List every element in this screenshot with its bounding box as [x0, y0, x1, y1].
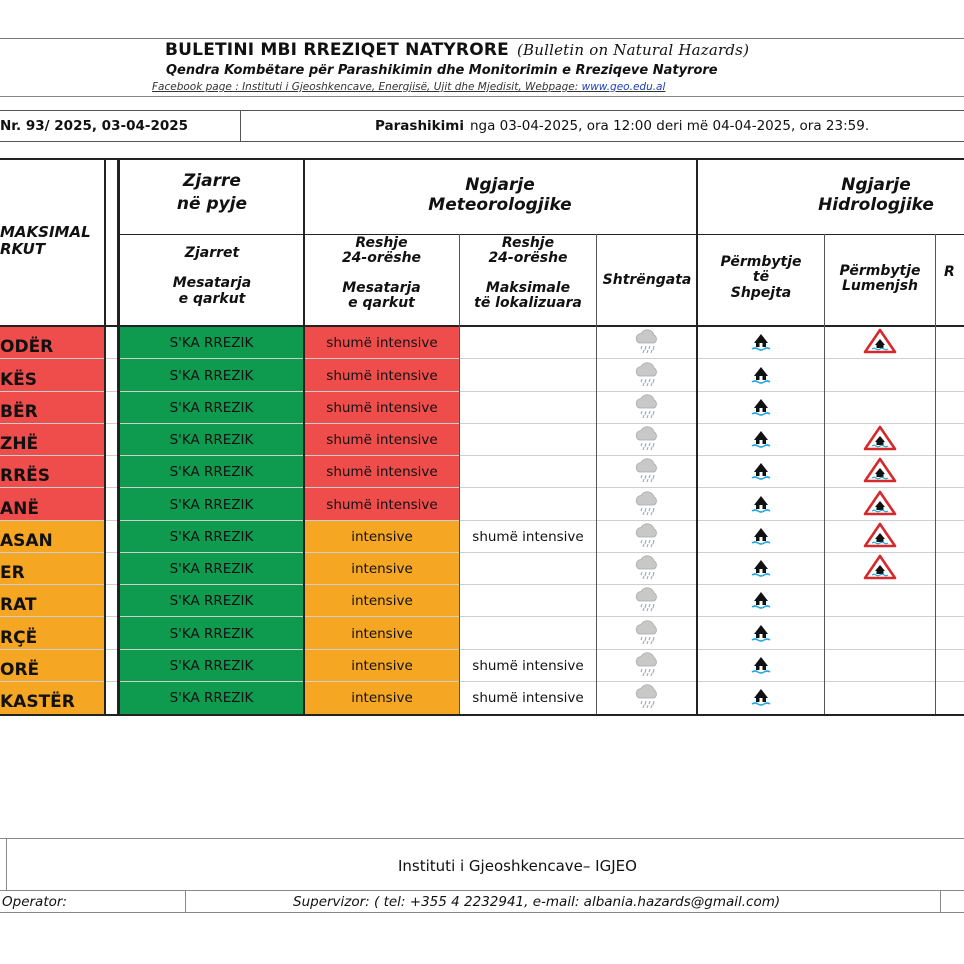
fire-col-line2: Mesatarja: [172, 275, 252, 292]
flash-flood-cell: [698, 650, 824, 682]
storm-cell: [597, 521, 696, 553]
rain-average-cell: shumë intensive: [305, 392, 459, 424]
river-flood-cell: [825, 327, 935, 359]
rain-avg-line4: e qarkut: [348, 295, 415, 312]
fire-risk-cell: S'KA RREZIK: [120, 359, 303, 392]
storm-cloud-icon: [632, 457, 662, 487]
hydro-group-line1: Ngjarje: [841, 175, 911, 195]
flash-flood-house-icon: [749, 362, 773, 390]
region-name: ZHË: [0, 424, 104, 456]
fire-risk-cell: S'KA RREZIK: [120, 521, 303, 553]
links-line: [152, 81, 665, 93]
storm-cloud-icon: [632, 683, 662, 713]
rain-maximum-cell: shumë intensive: [472, 529, 584, 545]
fire-col-line1: Zjarret: [184, 245, 240, 261]
fire-risk-cell: S'KA RREZIK: [120, 327, 303, 359]
storm-cloud-icon: [632, 361, 662, 391]
flash-flood-house-icon: [749, 523, 773, 551]
rain-average-cell: intensive: [305, 617, 459, 650]
fire-risk-cell: S'KA RREZIK: [120, 553, 303, 585]
flash-flood-cell: [698, 488, 824, 521]
river-flood-warning-icon: [863, 425, 897, 455]
storm-cell: [597, 553, 696, 585]
rain-maximum-cell: [460, 585, 596, 617]
flash-flood-cell: [698, 359, 824, 392]
rain-maximum-cell: [460, 456, 596, 488]
rain-maximum-cell: [460, 424, 596, 456]
rain-maximum-cell: [460, 392, 596, 424]
river-flood-line2: Lumenjsh: [841, 278, 919, 295]
flash-flood-cell: [698, 392, 824, 424]
river-flood-warning-icon: [863, 554, 897, 584]
river-flood-cell: [825, 585, 935, 617]
storm-cloud-icon: [632, 619, 662, 649]
bulletin-number-date: Nr. 93/ 2025, 03-04-2025: [0, 118, 189, 134]
river-flood-warning-icon: [863, 457, 897, 487]
flash-flood-house-icon: [749, 555, 773, 583]
flash-flood-cell: [698, 521, 824, 553]
title-english: (Bulletin on Natural Hazards): [516, 41, 750, 59]
rain-average-cell: intensive: [305, 650, 459, 682]
storm-cloud-icon: [632, 522, 662, 552]
rain-maximum-cell: [460, 359, 596, 392]
flash-flood-cell: [698, 456, 824, 488]
rain-avg-line1: Reshje: [355, 235, 408, 251]
rain-max-line3: Maksimale: [485, 279, 571, 296]
storm-cell: [597, 617, 696, 650]
river-flood-column-header: [825, 264, 935, 295]
fire-col-line3: e qarkut: [178, 291, 246, 308]
rain-maximum-cell: [460, 553, 596, 585]
rain-max-line2: 24-orëshe: [488, 250, 568, 267]
river-flood-warning-icon: [863, 522, 897, 552]
storm-cloud-icon: [632, 554, 662, 584]
fire-risk-cell: S'KA RREZIK: [120, 585, 303, 617]
region-name: RRËS: [0, 456, 104, 488]
facebook-link[interactable]: Facebook page : Instituti i Gjeoshkencave, Energjisë, Ujit dhe Mjedisit, Webpage:: [152, 81, 582, 93]
rain-avg-column-header: [304, 236, 459, 312]
flash-flood-house-icon: [749, 587, 773, 615]
footer-operator: Operator:: [2, 894, 67, 910]
rain-average-cell: intensive: [305, 521, 459, 553]
river-flood-cell: [825, 392, 935, 424]
storm-column-header: Shtrëngata: [602, 272, 692, 288]
region-column-header: MAKSIMAL RKUT: [0, 223, 91, 259]
storm-cell: [597, 682, 696, 714]
storm-cell: [597, 585, 696, 617]
storm-cell: [597, 424, 696, 456]
storm-cell: [597, 456, 696, 488]
fire-risk-cell: S'KA RREZIK: [120, 682, 303, 714]
rain-avg-line3: Mesatarja: [342, 279, 421, 296]
storm-cell: [597, 650, 696, 682]
rain-max-column-header: [460, 236, 596, 312]
flash-flood-house-icon: [749, 620, 773, 648]
flash-flood-cell: [698, 617, 824, 650]
rain-average-cell: shumë intensive: [305, 359, 459, 392]
fire-group-line2: në pyje: [176, 193, 248, 214]
bulletin-title: [165, 40, 749, 60]
rain-maximum-cell: [460, 327, 596, 359]
fire-group-line1: Zjarre: [183, 171, 241, 191]
flash-flood-cell: [698, 424, 824, 456]
rain-maximum-cell: shumë intensive: [472, 690, 584, 706]
storm-cloud-icon: [632, 328, 662, 358]
region-name: RAT: [0, 585, 104, 617]
forecast-period: [375, 118, 869, 134]
rain-average-cell: shumë intensive: [305, 424, 459, 456]
river-flood-cell: [825, 488, 935, 521]
fire-risk-cell: S'KA RREZIK: [120, 617, 303, 650]
river-flood-cell: [825, 650, 935, 682]
rain-average-cell: intensive: [305, 553, 459, 585]
rain-average-cell: intensive: [305, 585, 459, 617]
flash-flood-cell: [698, 682, 824, 714]
fire-risk-cell: S'KA RREZIK: [120, 456, 303, 488]
forecast-label: Parashikimi: [375, 118, 464, 134]
river-flood-cell: [825, 617, 935, 650]
title-text: BULETINI MBI RREZIQET NATYRORE: [165, 40, 509, 60]
fire-risk-cell: S'KA RREZIK: [120, 392, 303, 424]
flash-flood-house-icon: [749, 329, 773, 357]
bulletin-subtitle: Qendra Kombëtare për Parashikimin dhe Monitorimin e Rreziqeve Natyrore: [166, 63, 718, 78]
flash-flood-house-icon: [749, 394, 773, 422]
flash-flood-cell: [698, 553, 824, 585]
flash-flood-line2: të: [752, 269, 770, 286]
storm-cloud-icon: [632, 651, 662, 681]
region-name: ODËR: [0, 327, 104, 359]
rain-avg-line2: 24-orëshe: [341, 250, 422, 267]
flash-flood-house-icon: [749, 458, 773, 486]
flash-flood-line1: Përmbytje: [720, 254, 802, 270]
region-name: RÇË: [0, 617, 104, 650]
river-flood-cell: [825, 521, 935, 553]
flash-flood-house-icon: [749, 684, 773, 712]
storm-cell: [597, 327, 696, 359]
region-name: ER: [0, 553, 104, 585]
footer-supervisor: Supervizor: ( tel: +355 4 2232941, e-mail: albania.hazards@gmail.com): [293, 894, 781, 910]
river-flood-cell: [825, 456, 935, 488]
cut-column-header: R: [944, 264, 955, 280]
fire-risk-cell: S'KA RREZIK: [120, 650, 303, 682]
forecast-period-text: nga 03-04-2025, ora 12:00 deri më 04-04-2025, ora 23:59.: [469, 118, 870, 134]
website-link[interactable]: www.geo.edu.al: [581, 81, 666, 93]
rain-average-cell: shumë intensive: [305, 327, 459, 359]
rain-average-cell: intensive: [305, 682, 459, 714]
fire-column-header: [121, 245, 303, 307]
river-flood-warning-icon: [863, 490, 897, 520]
fire-risk-cell: S'KA RREZIK: [120, 424, 303, 456]
region-name: BËR: [0, 392, 104, 424]
region-name: KËS: [0, 359, 104, 392]
fire-group-header: [121, 172, 303, 214]
region-name: ASAN: [0, 521, 104, 553]
flash-flood-cell: [698, 327, 824, 359]
flash-flood-column-header: [698, 255, 824, 301]
flash-flood-house-icon: [749, 652, 773, 680]
footer-institute: Instituti i Gjeoshkencave– IGJEO: [398, 857, 637, 875]
rain-average-cell: shumë intensive: [305, 456, 459, 488]
rain-maximum-cell: [460, 617, 596, 650]
storm-cloud-icon: [632, 425, 662, 455]
storm-cloud-icon: [632, 490, 662, 520]
storm-cloud-icon: [632, 393, 662, 423]
rain-max-line4: të lokalizuara: [474, 295, 582, 312]
flash-flood-cell: [698, 585, 824, 617]
river-flood-cell: [825, 424, 935, 456]
storm-cell: [597, 359, 696, 392]
meteo-group-line1: Ngjarje: [465, 175, 535, 195]
storm-cell: [597, 392, 696, 424]
storm-cloud-icon: [632, 586, 662, 616]
storm-cell: [597, 488, 696, 521]
flash-flood-house-icon: [749, 426, 773, 454]
river-flood-cell: [825, 682, 935, 714]
hydro-group-line2: Hidrologjike: [818, 194, 934, 215]
fire-risk-cell: S'KA RREZIK: [120, 488, 303, 521]
river-flood-warning-icon: [863, 328, 897, 358]
river-flood-cell: [825, 359, 935, 392]
meteo-group-line2: Meteorologjike: [428, 194, 572, 215]
region-name: KASTËR: [0, 682, 104, 714]
rain-max-line1: Reshje: [501, 235, 555, 251]
flash-flood-house-icon: [749, 491, 773, 519]
river-flood-cell: [825, 553, 935, 585]
rain-maximum-cell: [460, 488, 596, 521]
river-flood-line1: Përmbytje: [839, 263, 921, 279]
hydro-group-header: [698, 176, 964, 215]
region-name: ORË: [0, 650, 104, 682]
rain-maximum-cell: shumë intensive: [472, 658, 584, 674]
region-name: ANË: [0, 488, 104, 521]
flash-flood-line3: Shpejta: [730, 284, 792, 301]
rain-average-cell: shumë intensive: [305, 488, 459, 521]
meteo-group-header: [304, 176, 696, 215]
